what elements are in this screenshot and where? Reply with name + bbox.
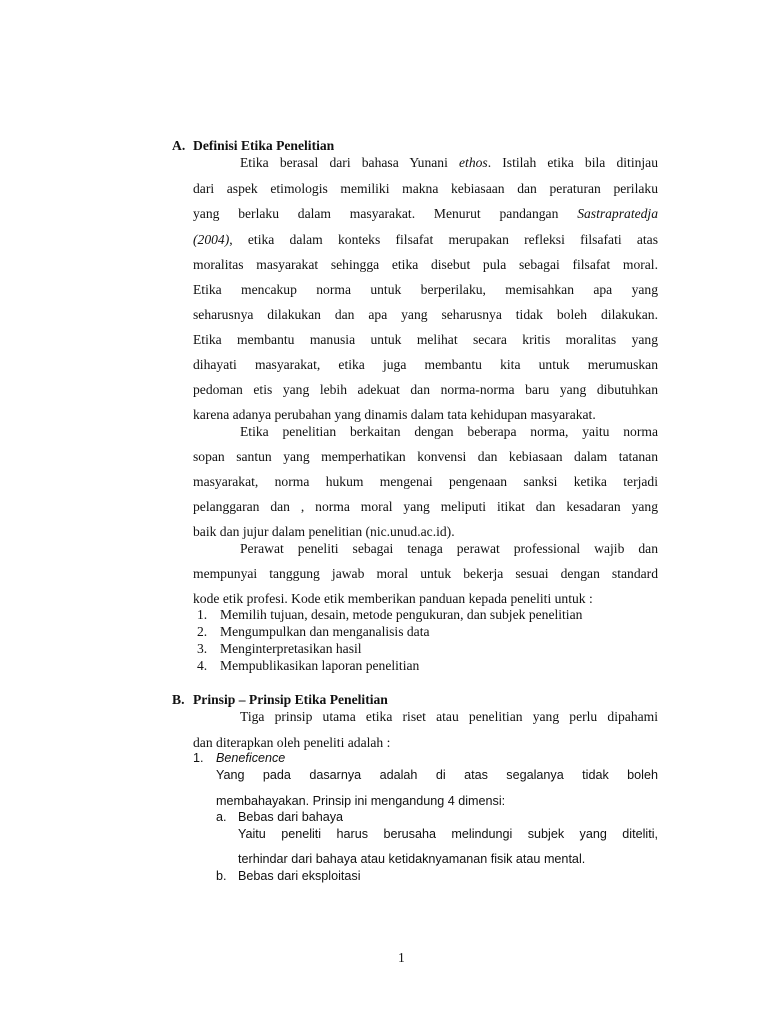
p2-line: sopan santun yang memperhatikan konvensi dan kebiasaan dalam tatanan bbox=[193, 449, 658, 464]
section-b-intro-line-2: dan diterapkan oleh peneliti adalah : bbox=[193, 735, 391, 750]
page-number: 1 bbox=[398, 950, 405, 965]
section-a-p1-line: (2004), etika dalam konteks filsafat merupakan refleksi filsafati atas bbox=[193, 232, 658, 247]
list-item-text: Mengumpulkan dan menganalisis data bbox=[220, 624, 430, 639]
p2-line: baik dan jujur dalam penelitian (nic.unud.ac.id). bbox=[193, 524, 455, 539]
section-a-p1-line: Etika membantu manusia untuk melihat secara kritis moralitas yang bbox=[193, 332, 658, 347]
sub-a-letter: a. bbox=[216, 810, 227, 824]
p2-line: masyarakat, norma hukum mengenai pengenaan sanksi ketika terjadi bbox=[193, 474, 658, 489]
section-b-title: Prinsip – Prinsip Etika Penelitian bbox=[193, 692, 388, 707]
section-a-letter: A. bbox=[172, 138, 186, 153]
p3-line: Perawat peneliti sebagai tenaga perawat professional wajib dan bbox=[240, 541, 658, 556]
item-1-title: Beneficence bbox=[216, 751, 286, 765]
section-a-p1-line: karena adanya perubahan yang dinamis dalam tata kehidupan masyarakat. bbox=[193, 407, 596, 422]
section-a-title: Definisi Etika Penelitian bbox=[193, 138, 335, 153]
sub-a-text-line-2: terhindar dari bahaya atau ketidaknyamanan fisik atau mental. bbox=[238, 852, 586, 866]
section-a-p1-line: dari aspek etimologis memiliki makna kebiasaan dan peraturan perilaku bbox=[193, 181, 658, 196]
list-item-text: Memilih tujuan, desain, metode pengukuran, dan subjek penelitian bbox=[220, 607, 583, 622]
list-item-number: 3. bbox=[197, 641, 208, 656]
section-b-letter: B. bbox=[172, 692, 185, 707]
section-a-p1-line: dihayati masyarakat, etika juga membantu kita untuk merumuskan bbox=[193, 357, 658, 372]
sub-a-text-line-1: Yaitu peneliti harus berusaha melindungi subjek yang diteliti, bbox=[238, 827, 658, 841]
section-a-p1-line: seharusnya dilakukan dan apa yang seharusnya tidak boleh dilakukan. bbox=[193, 307, 658, 322]
p2-line: Etika penelitian berkaitan dengan beberapa norma, yaitu norma bbox=[240, 424, 658, 439]
item-1-text-line-1: Yang pada dasarnya adalah di atas segalanya tidak boleh bbox=[216, 768, 658, 782]
sub-a-title: Bebas dari bahaya bbox=[238, 810, 344, 824]
section-a-p1-line: yang berlaku dalam masyarakat. Menurut pandangan Sastrapratedja bbox=[193, 206, 658, 221]
sub-b-title: Bebas dari eksploitasi bbox=[238, 869, 361, 883]
p3-line: kode etik profesi. Kode etik memberikan panduan kepada peneliti untuk : bbox=[193, 591, 593, 606]
list-item-text: Mempublikasikan laporan penelitian bbox=[220, 658, 420, 673]
section-a-p1-line: Etika mencakup norma untuk berperilaku, memisahkan apa yang bbox=[193, 282, 658, 297]
list-item-number: 1. bbox=[197, 607, 208, 622]
section-a-p1-line: moralitas masyarakat sehingga etika disebut pula sebagai filsafat moral. bbox=[193, 257, 658, 272]
list-item-number: 4. bbox=[197, 658, 208, 673]
document-page: A. Definisi Etika Penelitian Etika berasal dari bahasa Yunani ethos. Istilah etika bila ditinjau dari aspek etimologis memiliki makna kebiasaan dan peraturan perilaku yang berlaku dalam masyarakat. Menurut pandangan Sastrapratedja (2004), etika dalam konteks filsafat merupakan refleksi filsafati atas moralitas masyarakat sehingga etika disebut pula sebagai filsafat moral. Etika mencakup norma untuk berperilaku, memisahkan apa yang seharusnya dilakukan dan apa yang seharusnya tidak boleh dilakukan. Etika membantu manusia untuk melihat secara kritis moralitas yang dihayati masyarakat, etika juga membantu kita untuk merumuskan pedoman etis yang lebih adekuat dan norma-norma baru yang dibutuhkan karena adanya perubahan yang dinamis dalam tata kehidupan masyarakat. Etika penelitian berkaitan dengan beberapa norma, yaitu norma sopan santun yang memperhatikan konvensi dan kebiasaan dalam tatanan masyarakat, norma hukum mengenai pengenaan sanksi ketika terjadi pelanggaran dan , norma moral yang meliputi itikat dan kesadaran yang baik dan jujur dalam penelitian (nic.unud.ac.id). Perawat peneliti sebagai tenaga perawat professional wajib dan mempunyai tanggung jawab moral untuk bekerja sesuai dengan standard kode etik profesi. Kode etik memberikan panduan kepada peneliti untuk : 1. Memilih tujuan, desain, metode pengukuran, dan subjek penelitian 2. Mengumpulkan dan menganalisis data 3. Menginterpretasikan hasil 4. Mempublikasikan laporan penelitian B. Prinsip – Prinsip Etika Penelitian Tiga prinsip utama etika riset atau penelitian yang perlu dipahami dan diterapkan oleh peneliti adalah : 1. Beneficence Yang pada dasarnya adalah di atas segalanya tidak boleh membahayakan. Prinsip ini mengandung 4 dimensi: a. Bebas dari bahaya Yaitu peneliti harus berusaha melindungi subjek yang diteliti, terhindar dari bahaya atau ketidaknyamanan fisik atau mental. b. Bebas dari eksploitasi 1 bbox=[172, 138, 658, 965]
section-a-p1-line: pedoman etis yang lebih adekuat dan norma-norma baru yang dibutuhkan bbox=[193, 382, 658, 397]
list-item-text: Menginterpretasikan hasil bbox=[220, 641, 362, 656]
sub-b-letter: b. bbox=[216, 869, 227, 883]
item-1-number: 1. bbox=[193, 751, 204, 765]
p3-line: mempunyai tanggung jawab moral untuk bekerja sesuai dengan standard bbox=[193, 566, 658, 581]
item-1-text-line-2: membahayakan. Prinsip ini mengandung 4 dimensi: bbox=[216, 794, 506, 808]
list-item-number: 2. bbox=[197, 624, 208, 639]
section-a-p1-line: Etika berasal dari bahasa Yunani ethos. Istilah etika bila ditinjau bbox=[240, 155, 658, 170]
p2-line: pelanggaran dan , norma moral yang meliputi itikat dan kesadaran yang bbox=[193, 499, 658, 514]
